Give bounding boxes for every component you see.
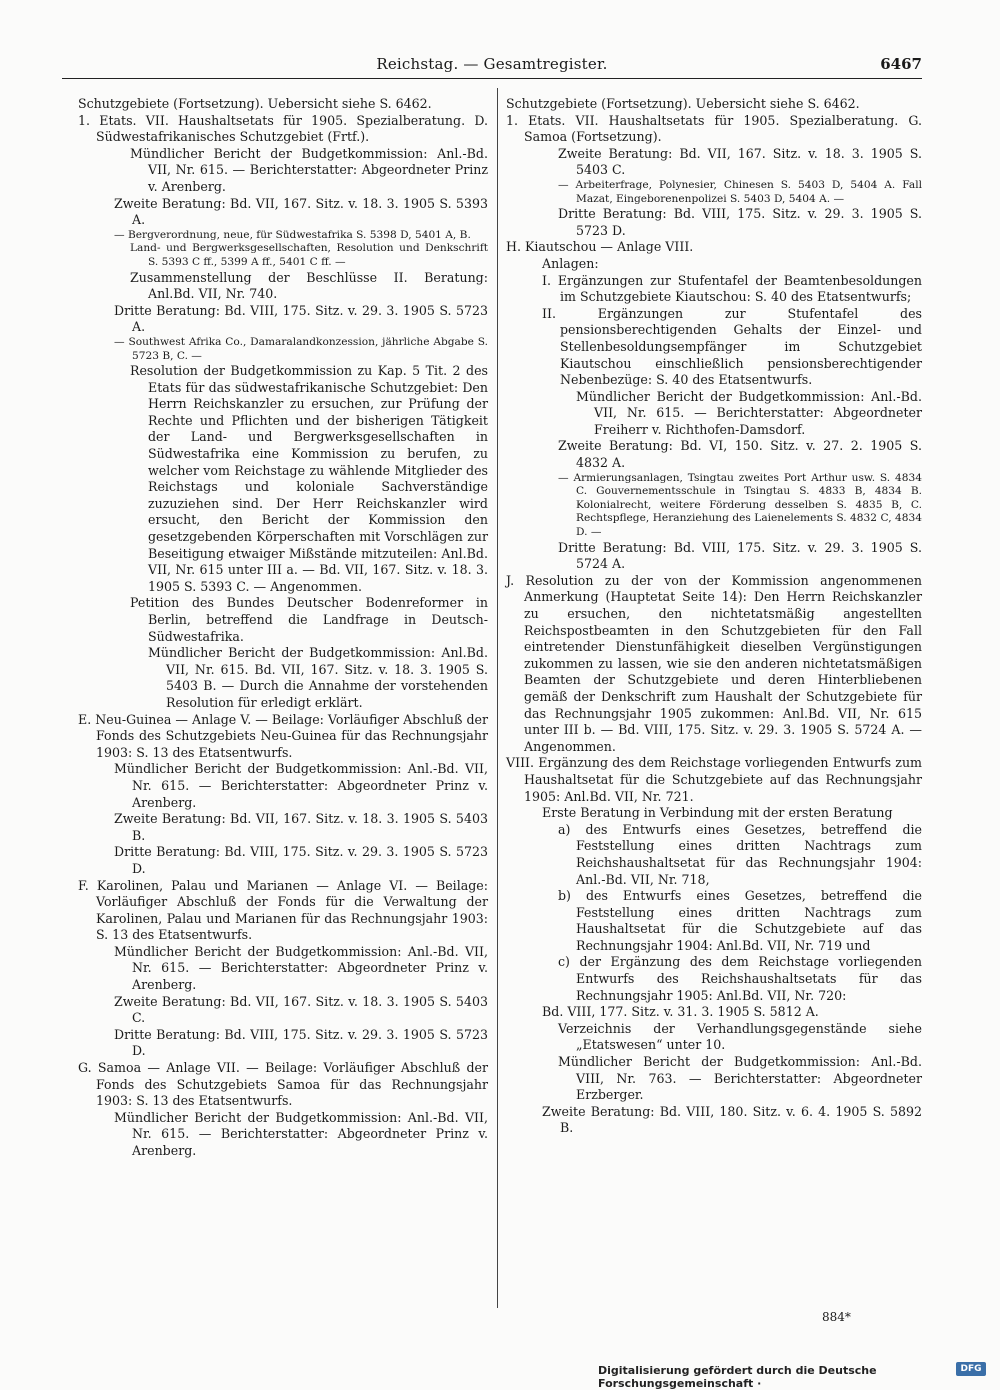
left-column-entry: — Bergverordnung, neue, für Südwestafrika S. 5398 D, 5401 A, B. xyxy=(114,228,471,241)
right-column-entry: Dritte Beratung: Bd. VIII, 175. Sitz. v. 29. 3. 1905 S. 5723 D. xyxy=(558,206,922,238)
right-column-entry: Mündlicher Bericht der Budgetkommission: Anl.-Bd. VIII, Nr. 763. — Berichterstatter: Abgeordneter Erzberger. xyxy=(558,1054,922,1103)
left-column-entry: Resolution der Budgetkommission zu Kap. 5 Tit. 2 des Etats für das südwestafrikanische Schutzgebiet: Den Herrn Reichskanzler zu ersuchen, zur Prüfung der Rechte und Pflichten und der bisherigen Tätigkeit der Land- und Bergwerksgesellschaften in Südwestafrika eine Kommission zu berufen, zu welcher vom Reichstage zu wählende Mitglieder des Reichstags und koloniale Sachverständige zuzuziehen sind. Der Herr Reichskanzler wird ersucht, den Bericht der Kommission den gesetzgebenden Körperschaften mit Vorschlägen zur Beseitigung etwaiger Mißstände mitzuteilen: Anl.Bd. VII, Nr. 615 unter III a. — Bd. VII, 167. Sitz. v. 18. 3. 1905 S. 5393 C. — Angenommen. xyxy=(130,363,488,594)
left-column-entry: — Southwest Afrika Co., Damaralandkonzession, jährliche Abgabe S. 5723 B, C. — xyxy=(114,335,488,362)
left-column-entry: Zweite Beratung: Bd. VII, 167. Sitz. v. 18. 3. 1905 S. 5403 C. xyxy=(114,993,488,1026)
right-column-entry: Mündlicher Bericht der Budgetkommission: Anl.-Bd. VII, Nr. 615. — Berichterstatter: Abgeordneter Freiherr v. Richthofen-Damsdorf. xyxy=(576,388,922,437)
left-column-entry: Mündlicher Bericht der Budgetkommission: Anl.-Bd. VII, Nr. 615. — Berichterstatter: Abgeordneter Prinz v. Arenberg. xyxy=(130,145,488,194)
left-column-entry: Zweite Beratung: Bd. VII, 167. Sitz. v. 18. 3. 1905 S. 5403 B. xyxy=(114,811,488,843)
right-column-entry: Bd. VIII, 177. Sitz. v. 31. 3. 1905 S. 5812 A. xyxy=(542,1004,819,1020)
left-column-entry: 1. Etats. VII. Haushaltsetats für 1905. Spezialberatung. D. Südwestafrikanisches Schutzgebiet (Frtf.). xyxy=(78,112,488,145)
right-column-entry: Anlagen: xyxy=(542,255,599,271)
right-column-entry: b) des Entwurfs eines Gesetzes, betreffend die Feststellung eines dritten Nachtrags zum Haushaltsetat für die Schutzgebiete auf das Rechnungsjahr 1904: Anl.Bd. VII, Nr. 719 und xyxy=(558,888,922,953)
left-column-entry: Schutzgebiete (Fortsetzung). Uebersicht siehe S. 6462. xyxy=(78,96,432,111)
right-column-entry: Zweite Beratung: Bd. VII, 167. Sitz. v. 18. 3. 1905 S. 5403 C. xyxy=(558,145,922,178)
right-column-entry: Zweite Beratung: Bd. VIII, 180. Sitz. v. 6. 4. 1905 S. 5892 B. xyxy=(542,1103,922,1136)
left-column-entry: Land- und Bergwerksgesellschaften, Resolution und Denkschrift S. 5393 C ff., 5399 A ff., 5401 C ff. — xyxy=(130,242,488,268)
left-column-entry: Zweite Beratung: Bd. VII, 167. Sitz. v. 18. 3. 1905 S. 5393 A. xyxy=(114,195,488,228)
left-column-entry: F. Karolinen, Palau und Marianen — Anlage VI. — Beilage: Vorläufiger Abschluß der Fonds für die Verwaltung der Karolinen, Palau und Marianen für das Rechnungsjahr 1903: S. 13 des Etatsentwurfs. xyxy=(78,877,488,943)
sheet-signature: 884* xyxy=(822,1310,851,1324)
left-column-entry: G. Samoa — Anlage VII. — Beilage: Vorläufiger Abschluß der Fonds des Schutzgebiets Samoa für das Rechnungsjahr 1903: S. 13 des Etatsentwurfs. xyxy=(78,1060,488,1109)
left-column-entry: Dritte Beratung: Bd. VIII, 175. Sitz. v. 29. 3. 1905 S. 5723 D. xyxy=(114,844,488,876)
page-header xyxy=(62,52,922,79)
left-column-entry: Mündlicher Bericht der Budgetkommission: Anl.-Bd. VII, Nr. 615. — Berichterstatter: Abgeordneter Prinz v. Arenberg. xyxy=(114,1109,488,1158)
right-column-entry: H. Kiautschou — Anlage VIII. xyxy=(506,239,694,255)
right-column-entry: I. Ergänzungen zur Stufentafel der Beamtenbesoldungen im Schutzgebiete Kiautschou: S. 40 des Etatsentwurfs; xyxy=(542,272,922,305)
right-column-entry: J. Resolution zu der von der Kommission angenommenen Anmerkung (Hauptetat Seite 14): Den Herrn Reichskanzler zu ersuchen, den nichtetatsmäßig angestellten Reichspostbeamten in den Schutzgebieten für den Fall eintretender Dienstunfähigkeit dieselben Vergünstigungen zukommen zu lassen, wie sie den anderen nichtetatsmäßigen Beamten der Schutzgebiete und deren Hinterbliebenen gemäß der Denkschrift zum Haushalt der Schutzgebiete für das Rechnungsjahr 1905 zukommen: Anl.Bd. VII, Nr. 615 unter III b. — Bd. VIII, 175. Sitz. v. 29. 3. 1905 S. 5724 A. — Angenommen. xyxy=(506,572,922,754)
left-column-entry: Mündlicher Bericht der Budgetkommission: Anl.-Bd. VII, Nr. 615. — Berichterstatter: Abgeordneter Prinz v. Arenberg. xyxy=(114,943,488,993)
right-column-entry: — Arbeiterfrage, Polynesier, Chinesen S. 5403 D, 5404 A. Fall Mazat, Eingeborenenpolizei S. 5403 D, 5404 A. — xyxy=(558,178,922,205)
left-column xyxy=(78,96,488,1160)
column-divider xyxy=(497,88,498,1308)
left-column-entry: Petition des Bundes Deutscher Bodenreformer in Berlin, betreffend die Landfrage in Deutsch-Südwestafrika. xyxy=(130,595,488,644)
page-title: Reichstag. — Gesamtregister. xyxy=(376,55,608,73)
right-column-entry: c) der Ergänzung des dem Reichstage vorliegenden Entwurfs des Reichshaushaltsetats für das Rechnungsjahr 1905: Anl.Bd. VII, Nr. 720: xyxy=(558,954,922,1003)
right-column-entry: Schutzgebiete (Fortsetzung). Uebersicht siehe S. 6462. xyxy=(506,96,860,111)
right-column-entry: II. Ergänzungen zur Stufentafel des pensionsberechtigenden Gehalts der Einzel- und Stellenbesoldungsempfänger im Schutzgebiet Kiautschou einschließlich pensionsberechtigender Nebenbezüge: S. 40 des Etatsentwurfs. xyxy=(542,305,922,388)
page-number: 6467 xyxy=(880,55,922,73)
right-column-entry: Zweite Beratung: Bd. VI, 150. Sitz. v. 27. 2. 1905 S. 4832 A. xyxy=(558,438,922,471)
right-column-entry: Dritte Beratung: Bd. VIII, 175. Sitz. v. 29. 3. 1905 S. 5724 A. xyxy=(558,539,922,572)
left-column-entry: Zusammenstellung der Beschlüsse II. Beratung: Anl.Bd. VII, Nr. 740. xyxy=(130,269,488,302)
left-column-entry: Dritte Beratung: Bd. VIII, 175. Sitz. v. 29. 3. 1905 S. 5723 A. xyxy=(114,302,488,335)
dfg-logo: DFG xyxy=(956,1362,986,1376)
footer-credit: Digitalisierung gefördert durch die Deutsche Forschungsgemeinschaft · xyxy=(598,1364,877,1390)
right-column-entry: Verzeichnis der Verhandlungsgegenstände siehe „Etatswesen“ unter 10. xyxy=(558,1020,922,1053)
right-column-entry: — Armierungsanlagen, Tsingtau zweites Port Arthur usw. S. 4834 C. Gouvernementsschule in Tsingtau S. 4833 B, 4834 B. Kolonialrecht, weitere Förderung desselben S. 4835 B, C. Rechtspflege, Heranziehung des Laienelements S. 4832 C, 4834 D. — xyxy=(558,471,922,539)
right-column-entry: a) des Entwurfs eines Gesetzes, betreffend die Feststellung eines dritten Nachtrags zum Reichshaushaltsetat für das Rechnungsjahr 1904: Anl.-Bd. VII, Nr. 718, xyxy=(558,821,922,887)
left-column-entry: E. Neu-Guinea — Anlage V. — Beilage: Vorläufiger Abschluß der Fonds des Schutzgebiets Neu-Guinea für das Rechnungsjahr 1903: S. 13 des Etatsentwurfs. xyxy=(78,711,488,760)
right-column-entry: Erste Beratung in Verbindung mit der ersten Beratung xyxy=(542,805,893,821)
left-column-entry: Dritte Beratung: Bd. VIII, 175. Sitz. v. 29. 3. 1905 S. 5723 D. xyxy=(114,1026,488,1059)
left-column-entry: Mündlicher Bericht der Budgetkommission: Anl.Bd. VII, Nr. 615. Bd. VII, 167. Sitz. v. 18. 3. 1905 S. 5403 B. — Durch die Annahme der vorstehenden Resolution für erledigt erklärt. xyxy=(148,645,488,710)
right-column-entry: 1. Etats. VII. Haushaltsetats für 1905. Spezialberatung. G. Samoa (Fortsetzung). xyxy=(506,112,922,145)
right-column xyxy=(506,96,922,1137)
right-column-entry: VIII. Ergänzung des dem Reichstage vorliegenden Entwurfs zum Haushaltsetat für die Schutzgebiete auf das Rechnungsjahr 1905: Anl.Bd. VII, Nr. 721. xyxy=(506,755,922,804)
left-column-entry: Mündlicher Bericht der Budgetkommission: Anl.-Bd. VII, Nr. 615. — Berichterstatter: Abgeordneter Prinz v. Arenberg. xyxy=(114,761,488,810)
